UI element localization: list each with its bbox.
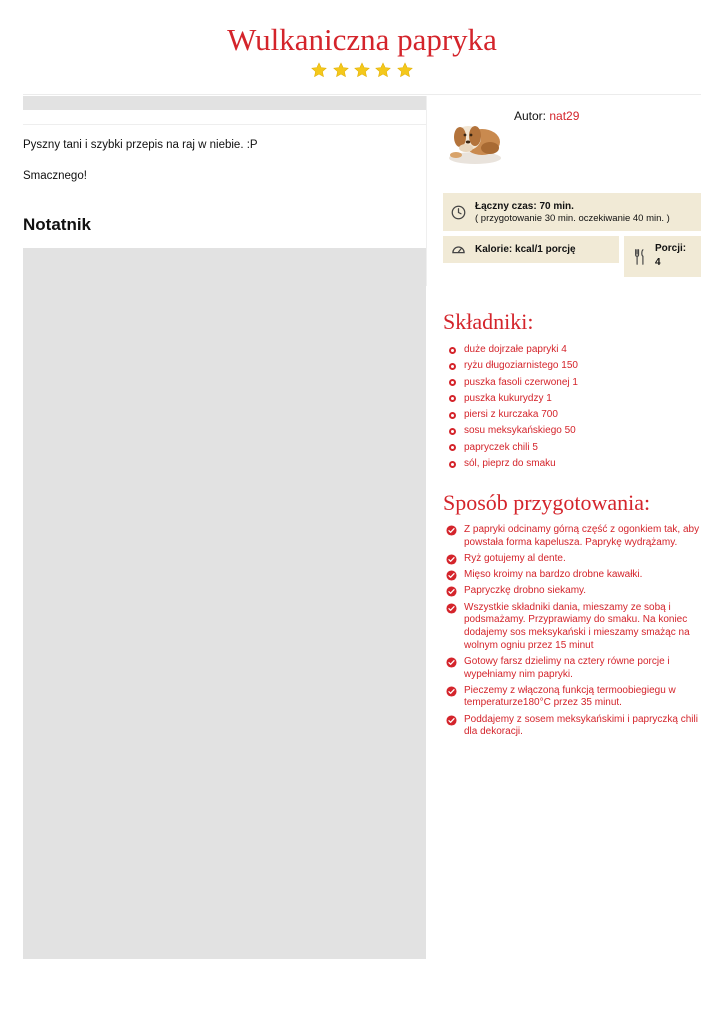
step-text: Papryczkę drobno siekamy. xyxy=(464,585,587,597)
ingredient-item xyxy=(449,424,578,440)
ingredient-item xyxy=(449,408,578,424)
fork-knife-icon xyxy=(634,249,646,265)
notes-area[interactable] xyxy=(23,248,426,959)
ingredient-text: ryżu długoziarnistego 150 xyxy=(464,360,578,372)
header-divider xyxy=(23,94,701,95)
bullet-icon xyxy=(449,444,456,451)
preparation-steps xyxy=(446,524,702,743)
step-text: Gotowy farsz dzielimy na cztery równe porcje i wypełniamy nim papryki. xyxy=(464,655,670,680)
ingredient-item xyxy=(449,441,578,457)
author-line xyxy=(514,109,579,123)
ingredient-item xyxy=(449,359,578,375)
left-header-bar xyxy=(23,96,426,110)
time-breakdown: ( przygotowanie 30 min. oczekiwanie 40 min. ) xyxy=(475,213,670,224)
recipe-description: Pyszny tani i szybki przepis na raj w niebie. :P xyxy=(23,139,258,151)
notes-heading: Notatnik xyxy=(23,215,91,234)
ingredient-text: papryczek chili 5 xyxy=(464,441,538,453)
left-divider xyxy=(23,124,426,125)
calories-box xyxy=(443,236,619,263)
bullet-icon xyxy=(449,379,456,386)
ingredient-text: puszka kukurydzy 1 xyxy=(464,392,552,404)
star-icon xyxy=(333,62,349,78)
gauge-icon xyxy=(451,242,466,257)
author-link[interactable]: nat29 xyxy=(549,109,580,123)
preparation-step xyxy=(446,553,702,566)
step-text: Z papryki odcinamy górną część z ogonkiem tak, aby powstała forma kapelusza. Paprykę wydrążamy. xyxy=(464,524,700,548)
check-circle-icon xyxy=(446,715,457,726)
step-text: Mięso kroimy na bardzo drobne kawałki. xyxy=(464,569,643,581)
author-label: Autor: xyxy=(514,109,547,123)
ingredients-heading: Składniki: xyxy=(443,309,534,334)
bullet-icon xyxy=(449,363,456,370)
recipe-title: Wulkaniczna papryka xyxy=(227,22,497,57)
ingredients-list xyxy=(449,343,578,473)
portions-value: 4 xyxy=(655,257,661,268)
portions-box xyxy=(624,236,701,277)
check-circle-icon xyxy=(446,603,457,614)
preparation-step xyxy=(446,685,702,710)
preparation-step xyxy=(446,656,702,681)
step-text: Ryż gotujemy al dente. xyxy=(464,552,566,564)
check-circle-icon xyxy=(446,525,457,536)
check-circle-icon xyxy=(446,554,457,565)
bullet-icon xyxy=(449,412,456,419)
star-icon xyxy=(311,62,327,78)
ingredient-item xyxy=(449,376,578,392)
rating-stars xyxy=(0,62,724,83)
preparation-step xyxy=(446,524,702,549)
step-text: Pieczemy z włączoną funkcją termoobiegiegu w temperaturze180°C przez 35 minut. xyxy=(464,684,676,709)
check-circle-icon xyxy=(446,570,457,581)
column-divider xyxy=(426,96,427,286)
ingredient-text: sól, pieprz do smaku xyxy=(464,458,556,470)
recipe-closing: Smacznego! xyxy=(23,170,87,182)
author-avatar[interactable] xyxy=(444,108,506,170)
bullet-icon xyxy=(449,395,456,402)
ingredient-text: duże dojrzałe papryki 4 xyxy=(464,344,567,355)
portions-label: Porcji: xyxy=(655,243,687,254)
star-icon xyxy=(375,62,391,78)
check-circle-icon xyxy=(446,586,457,597)
preparation-heading: Sposób przygotowania: xyxy=(443,490,651,515)
ingredient-text: puszka fasoli czerwonej 1 xyxy=(464,376,578,388)
preparation-step xyxy=(446,714,702,739)
bullet-icon xyxy=(449,461,456,468)
preparation-step xyxy=(446,569,702,582)
ingredient-text: piersi z kurczaka 700 xyxy=(464,409,558,421)
preparation-step xyxy=(446,585,702,598)
bullet-icon xyxy=(449,428,456,435)
bullet-icon xyxy=(449,347,456,354)
clock-icon xyxy=(451,205,466,220)
ingredient-text: sosu meksykańskiego 50 xyxy=(464,425,576,437)
check-circle-icon xyxy=(446,657,457,668)
calories-label: Kalorie: kcal/1 porcję xyxy=(475,244,576,255)
ingredient-item xyxy=(449,343,578,359)
star-icon xyxy=(397,62,413,78)
check-circle-icon xyxy=(446,686,457,697)
total-time-label: Łączny czas: 70 min. xyxy=(475,201,574,212)
preparation-step xyxy=(446,602,702,653)
step-text: Poddajemy z sosem meksykańskimi i papryczką chili dla dekoracji. xyxy=(464,713,698,738)
total-time-box xyxy=(443,193,701,231)
step-text: Wszystkie składniki dania, mieszamy ze sobą i podsmażamy. Przyprawiamy do smaku. Na koniec dodajemy sos meksykański i mieszamy smażąc na wolnym ogniu przez 15 minut xyxy=(464,601,690,651)
star-icon xyxy=(354,62,370,78)
ingredient-item xyxy=(449,392,578,408)
ingredient-item xyxy=(449,457,578,473)
